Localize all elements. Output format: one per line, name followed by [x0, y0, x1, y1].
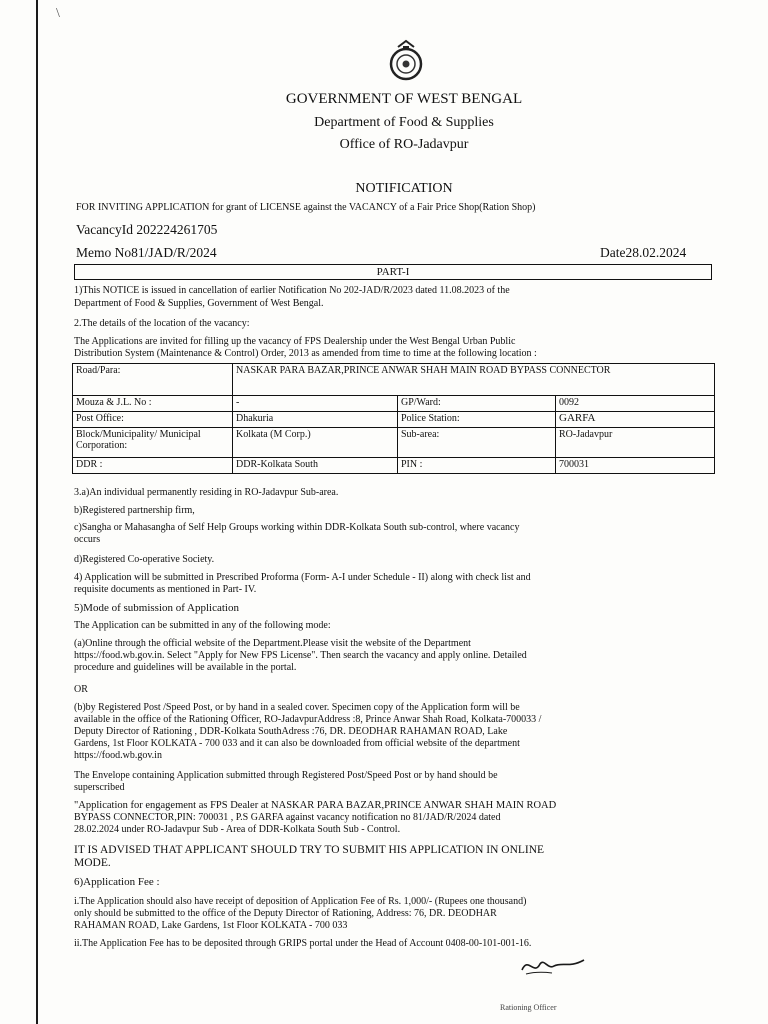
para2-line: Distribution System (Maintenance & Control) Order, 2013 as amended from time to time at the following location : [74, 348, 537, 359]
para4-line: 4) Application will be submitted in Prescribed Proforma (Form- A-I under Schedule - II) along with check list and [74, 572, 531, 583]
road-label: Road/Para: [73, 364, 233, 396]
application-superscription: BYPASS CONNECTOR,PIN: 700031 , P.S GARFA against vacancy notification no 81/JAD/R/2024 dated [74, 812, 501, 823]
government-emblem-icon [384, 38, 428, 86]
block-municipality-label: Block/Municipality/ Municipal Corporation: [73, 428, 233, 458]
mouza-value: - [233, 396, 398, 412]
para5a-line: (a)Online through the official website of the Department.Please visit the website of the Department [74, 638, 471, 649]
para5a-line: https://food.wb.gov.in. Select "Apply for New FPS License". Then search the vacancy and apply online. Detailed [74, 650, 527, 661]
notification-title: NOTIFICATION [355, 181, 453, 196]
para6-heading: 6)Application Fee : [74, 876, 160, 888]
para5b-line: (b)by Registered Post /Speed Post, or by hand in a sealed cover. Specimen copy of the Application form will be [74, 702, 520, 713]
page-edge-line [36, 0, 38, 1024]
fee-line: RAHAMAN ROAD, Lake Gardens, 1st Floor KOLKATA - 700 033 [74, 920, 348, 931]
para5a-line: procedure and guidelines will be available in the portal. [74, 662, 297, 673]
sub-area-label: Sub-area: [398, 428, 556, 458]
part-label: PART-I [74, 264, 712, 280]
table-row [73, 364, 715, 396]
application-superscription: "Application for engagement as FPS Dealer at NASKAR PARA BAZAR,PRINCE ANWAR SHAH MAIN ROAD [74, 800, 557, 811]
pin-value: 700031 [556, 458, 715, 474]
post-office-label: Post Office: [73, 412, 233, 428]
post-office-value: Dhakuria [233, 412, 398, 428]
eligibility-line: d)Registered Co-operative Society. [74, 554, 215, 565]
gp-ward-label: GP/Ward: [398, 396, 556, 412]
para4-line: requisite documents as mentioned in Part- IV. [74, 584, 257, 595]
eligibility-line: c)Sangha or Mahasangha of Self Help Groups working within DDR-Kolkata South sub-control, where vacancy [74, 522, 520, 533]
para5-intro: The Application can be submitted in any of the following mode: [74, 620, 331, 631]
application-superscription: 28.02.2024 under RO-Jadavpur Sub - Area of DDR-Kolkata South Sub - Control. [74, 824, 401, 835]
table-row [73, 412, 715, 428]
envelope-line: The Envelope containing Application submitted through Registered Post/Speed Post or by hand should be [74, 770, 498, 781]
footer-note: Rationing Officer [500, 1003, 557, 1012]
para2-heading: 2.The details of the location of the vacancy: [74, 318, 250, 329]
para5b-line: Deputy Director of Rationing , DDR-Kolkata SouthAdress :76, DR. DEODHAR RAHAMAN ROAD, Lake [74, 726, 508, 737]
block-municipality-value: Kolkata (M Corp.) [233, 428, 398, 458]
office-heading: Office of RO-Jadavpur [339, 137, 469, 152]
para5-heading: 5)Mode of submission of Application [74, 602, 239, 614]
para1-line: Department of Food & Supplies, Government of West Bengal. [74, 298, 324, 309]
notification-subtitle: FOR INVITING APPLICATION for grant of LICENSE against the VACANCY of a Fair Price Shop(Ration Shop) [76, 202, 536, 213]
table-row [73, 458, 715, 474]
eligibility-line: occurs [74, 534, 101, 545]
advisory-line: MODE. [74, 857, 111, 869]
scan-mark: \ [56, 6, 60, 21]
sub-area-value: RO-Jadavpur [556, 428, 715, 458]
signature-mark [518, 950, 588, 978]
police-station-label: Police Station: [398, 412, 556, 428]
ddr-value: DDR-Kolkata South [233, 458, 398, 474]
eligibility-line: b)Registered partnership firm, [74, 505, 195, 516]
or-label: OR [74, 684, 88, 695]
table-row [73, 428, 715, 458]
road-value: NASKAR PARA BAZAR,PRINCE ANWAR SHAH MAIN ROAD BYPASS CONNECTOR [233, 364, 715, 396]
envelope-line: superscribed [74, 782, 125, 793]
location-table [72, 363, 715, 474]
vacancy-id: VacancyId 202224261705 [76, 222, 218, 237]
police-station-value: GARFA [556, 412, 715, 428]
gp-ward-value: 0092 [556, 396, 715, 412]
ddr-label: DDR : [73, 458, 233, 474]
government-heading: GOVERNMENT OF WEST BENGAL [285, 91, 523, 107]
para5b-line: Gardens, 1st Floor KOLKATA - 700 033 and it can also be downloaded from official website of the department [74, 738, 520, 749]
fee-deposit-line: ii.The Application Fee has to be deposited through GRIPS portal under the Head of Account 0408-00-101-001-16. [74, 938, 532, 949]
para5b-line: available in the office of the Rationing Officer, RO-JadavpurAddress :8, Prince Anwar Shah Road, Kolkata-700033 / [74, 714, 542, 725]
pin-label: PIN : [398, 458, 556, 474]
para1-line: 1)This NOTICE is issued in cancellation of earlier Notification No 202-JAD/R/2023 dated 11.08.2023 of the [74, 285, 510, 296]
memo-number: Memo No81/JAD/R/2024 [76, 245, 217, 260]
notification-date: Date28.02.2024 [600, 245, 687, 260]
fee-line: i.The Application should also have receipt of deposition of Application Fee of Rs. 1,000/- (Rupees one thousand) [74, 896, 527, 907]
department-heading: Department of Food & Supplies [314, 115, 494, 130]
fee-line: only should be submitted to the office of the Deputy Director of Rationing, Address: 76, DR. DEODHAR [74, 908, 497, 919]
eligibility-line: 3.a)An individual permanently residing in RO-Jadavpur Sub-area. [74, 487, 339, 498]
advisory-line: IT IS ADVISED THAT APPLICANT SHOULD TRY TO SUBMIT HIS APPLICATION IN ONLINE [74, 844, 545, 856]
para5b-line: https://food.wb.gov.in [74, 750, 162, 761]
table-row [73, 396, 715, 412]
para2-line: The Applications are invited for filling up the vacancy of FPS Dealership under the West Bengal Urban Public [74, 336, 516, 347]
mouza-label: Mouza & J.L. No : [73, 396, 233, 412]
